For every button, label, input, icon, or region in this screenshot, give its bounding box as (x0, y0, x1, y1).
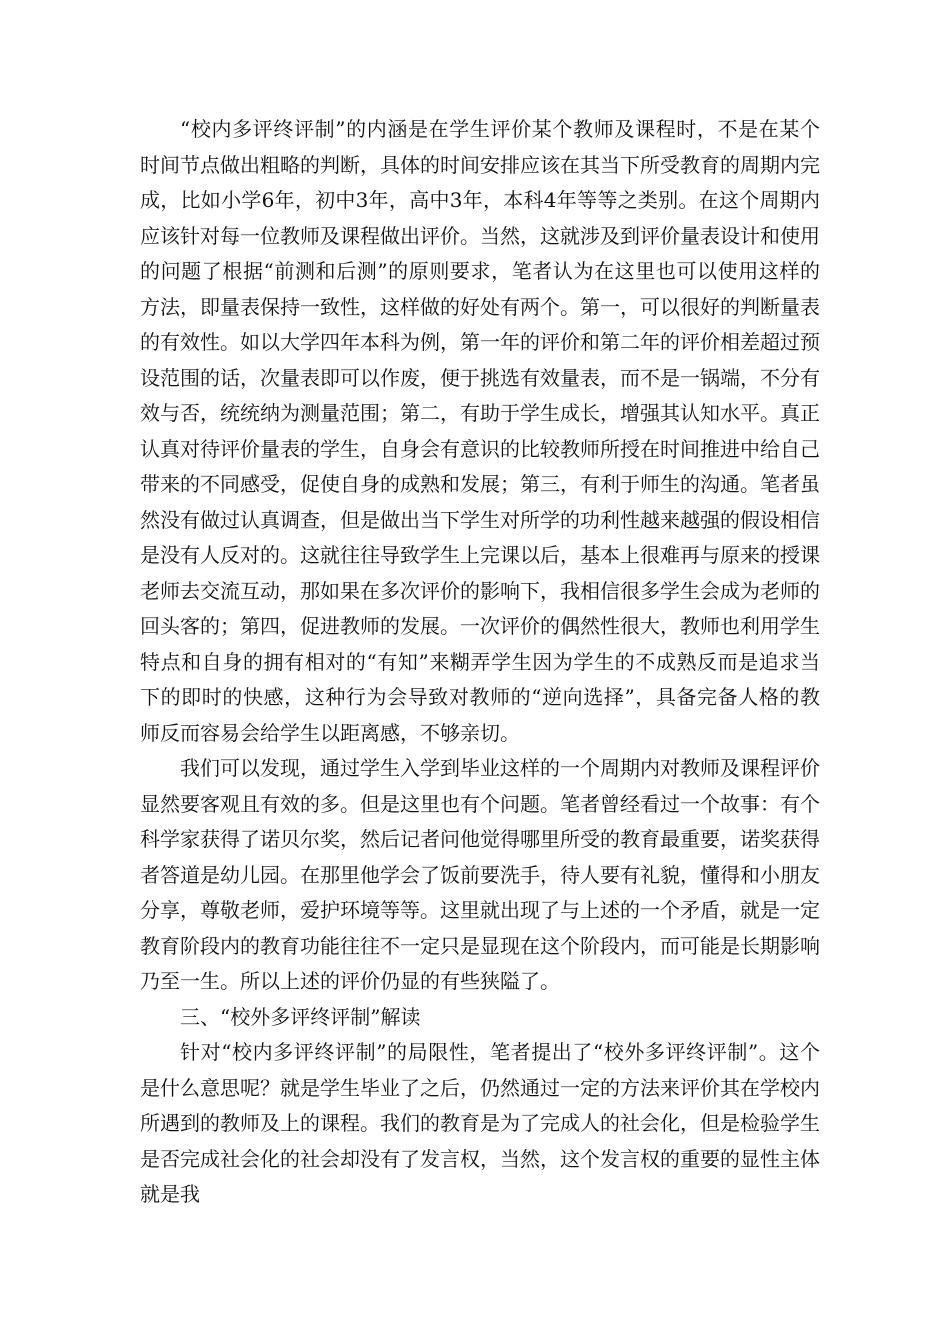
document-body (140, 112, 820, 1213)
section-heading: 三、“校外多评终评制”解读 (180, 1004, 421, 1029)
paragraph-external-evaluation: 针对“校内多评终评制”的局限性，笔者提出了“校外多评终评制”。这个是什么意思呢？就是学生毕业了之后，仍然通过一定的方法来评价其在学校内所遇到的教师及上的课程。我们的教育是为了完成人的社会化，但是检验学生是否完成社会化的社会却没有了发言权，当然，这个发言权的重要的显性主体就是我 (140, 1040, 820, 1206)
paragraph-internal-evaluation: “校内多评终评制”的内涵是在学生评价某个教师及课程时，不是在某个时间节点做出粗略的判断，具体的时间安排应该在其当下所受教育的周期内完成，比如小学6年，初中3年，高中3年，本科4年等等之类别。在这个周期内应该针对每一位教师及课程做出评价。当然，这就涉及到评价量表设计和使用的问题了根据“前测和后测”的原则要求，笔者认为在这里也可以使用这样的方法，即量表保持一致性，这样做的好处有两个。第一，可以很好的判断量表的有效性。如以大学四年本科为例，第一年的评价和第二年的评价相差超过预设范围的话，次量表即可以作废，便于挑选有效量表，而不是一锅端，不分有效与否，统统纳为测量范围；第二，有助于学生成长，增强其认知水平。真正认真对待评价量表的学生，自身会有意识的比较教师所授在时间推进中给自己带来的不同感受，促使自身的成熟和发展；第三，有利于师生的沟通。笔者虽然没有做过认真调查，但是做出当下学生对所学的功利性越来越强的假设相信是没有人反对的。这就往往导致学生上完课以后，基本上很难再与原来的授课老师去交流互动，那如果在多次评价的影响下，我相信很多学生会成为老师的回头客的；第四，促进教师的发展。一次评价的偶然性很大，教师也利用学生特点和自身的拥有相对的“有知”来糊弄学生因为学生的不成熟反而是追求当下的即时的快感，这种行为会导致对教师的“逆向选择”，具备完备人格的教师反而容易会给学生以距离感，不够亲切。 (140, 117, 820, 745)
paragraph-nobel-story: 我们可以发现，通过学生入学到毕业这样的一个周期内对教师及课程评价显然要客观且有效的多。但是这里也有个问题。笔者曾经看过一个故事：有个科学家获得了诺贝尔奖，然后记者问他觉得哪里所受的教育最重要，诺奖获得者答道是幼儿园。在那里他学会了饭前要洗手，待人要有礼貌，懂得和小朋友分享，尊敬老师，爱护环境等等。这里就出现了与上述的一个矛盾，就是一定教育阶段内的教育功能往往不一定只是显现在这个阶段内，而可能是长期影响乃至一生。所以上述的评价仍显的有些狭隘了。 (140, 756, 820, 993)
